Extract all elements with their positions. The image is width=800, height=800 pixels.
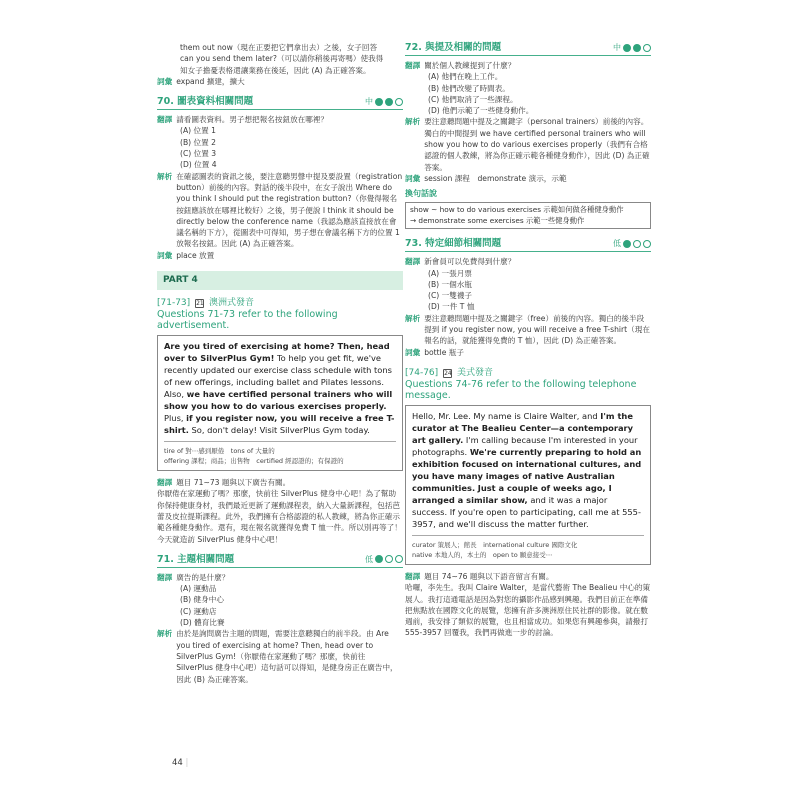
question-71-header xyxy=(157,554,403,568)
vocab-row xyxy=(157,76,403,87)
option-item: (C) 位置 3 xyxy=(180,149,217,159)
accent-label: 美式發音 xyxy=(456,367,493,378)
vocab-row xyxy=(405,347,651,358)
passage-text: Plus, xyxy=(164,413,187,424)
difficulty-dot-icon xyxy=(375,98,383,106)
option-item: (C) 運動店 xyxy=(180,606,217,616)
continued-text xyxy=(157,42,403,76)
vocab-label: 詞彙 xyxy=(157,76,173,86)
difficulty-dot-icon xyxy=(643,240,651,248)
difficulty-level xyxy=(613,42,651,53)
question-73-header xyxy=(405,238,651,252)
page-number-divider: | xyxy=(185,758,189,768)
left-column xyxy=(157,42,403,685)
page-number-value: 44 xyxy=(172,758,183,768)
option-item: (D) 一件 T 恤 xyxy=(428,302,475,312)
accent-label: 澳洲式發音 xyxy=(208,298,254,309)
difficulty-dot-icon xyxy=(633,240,641,248)
option-item: (A) 一張月票 xyxy=(428,268,472,278)
translation-text: 廣告的是什麼？ xyxy=(176,572,230,582)
question-72-header xyxy=(405,42,651,56)
explanation-row xyxy=(405,116,651,172)
continued-line: can you send them later?（可以請你稍後再寄嗎）使我得 xyxy=(180,54,384,64)
difficulty-label: 低 xyxy=(613,239,621,249)
explanation-label: 解析 xyxy=(405,313,421,323)
options-list xyxy=(157,583,403,628)
section-71-73-header xyxy=(157,298,403,331)
question-title: 72. 與提及相關的問題 xyxy=(405,42,502,53)
translation-row xyxy=(157,114,403,125)
tip-line: show ~ how to do various exercises 示範如何做各種健身動作 xyxy=(410,205,624,215)
translation-text: 關於個人教練提到了什麼？ xyxy=(424,61,516,70)
difficulty-level xyxy=(365,96,403,107)
options-list xyxy=(405,71,651,116)
vocab-label: 詞彙 xyxy=(157,250,173,260)
vocab-row xyxy=(157,250,403,261)
option-item: (B) 健身中心 xyxy=(180,595,224,605)
option-item: (D) 他們示範了一些健身動作。 xyxy=(428,106,534,116)
translation-text: 新會員可以免費得到什麼？ xyxy=(424,257,516,267)
translation-row xyxy=(405,256,651,267)
explanation-label: 解析 xyxy=(405,117,421,127)
translation-label: 翻譯 xyxy=(157,478,173,488)
translation-row xyxy=(405,60,651,71)
difficulty-dot-icon xyxy=(375,555,383,563)
passage-highlight: we have certified personal trainers who will show you how to do various exercises properly. xyxy=(164,389,393,412)
question-title: 73. 特定細節相關問題 xyxy=(405,238,502,250)
question-title: 70. 圖表資料相關問題 xyxy=(157,96,254,108)
question-range: [74-76] xyxy=(405,367,439,378)
audio-track-icon: 21 xyxy=(196,300,204,308)
right-column xyxy=(405,42,651,639)
passage-text: Hello, Mr. Lee. My name is Claire Walter, and xyxy=(412,410,601,421)
explanation-text: 在確認圖表的資訊之後，要注意聽男聲中提及要設置（registration button）前後的內容。對話的後半段中，在女子說出 Where do you think I should put the registration button?（你覺得報名按鈕應該放在哪裡比較好）之後，男子便說 I think it should be directly below the conference name（我認為應該直接放在會議名稱的下方），從圖表中可得知，男子想在會議名稱下方的位置 1 放報名按鈕。因此 (A) 為正確答案。 xyxy=(176,171,403,249)
option-item: (B) 一個水瓶 xyxy=(428,279,472,289)
passage-text: and it was a major success. If you're open to participating, call me at 555-3957, and we'll discuss the matter further. xyxy=(412,494,641,529)
passage-text: To help you get fit, we've recently updated our exercise class schedule with tons of new offerings, including ballet and Pilates lessons. Also, xyxy=(164,353,392,400)
translation-row xyxy=(157,477,403,488)
difficulty-dot-icon xyxy=(623,240,631,248)
passage-highlight: We're currently preparing to hold an exhibition focused on international cultures, and you have many images of native Australian communities. xyxy=(412,446,642,493)
option-item: (A) 他們在晚上工作。 xyxy=(428,72,503,82)
explanation-row xyxy=(157,171,403,250)
difficulty-label: 中 xyxy=(365,97,373,107)
paraphrase-tip-box xyxy=(405,202,651,229)
audio-track-icon: 24 xyxy=(444,369,452,377)
question-range: [71-73] xyxy=(157,298,191,309)
translation-intro: 題目 71~73 題與以下廣告有關。 xyxy=(176,478,291,488)
difficulty-dot-icon xyxy=(385,98,393,106)
explanation-text: 要注意聽問題中提及之關鍵字（free）前後的內容。獨白的後半段提到 if you register now, you will receive a free T-shirt（現在報名的話，就能獲得免費的 T 恤），因此 (D) 為正確答案。 xyxy=(424,313,650,346)
paraphrase-tip-header: 換句話說 xyxy=(405,189,437,199)
option-item: (A) 位置 1 xyxy=(180,126,216,136)
difficulty-dot-icon xyxy=(623,44,631,52)
question-title: 71. 主題相關問題 xyxy=(157,553,235,565)
difficulty-dot-icon xyxy=(395,555,403,563)
section-meta xyxy=(157,298,403,309)
passage-highlight: Are you tired of exercising at home? Then, head over to SilverPlus Gym! xyxy=(164,341,390,364)
difficulty-dot-icon xyxy=(395,98,403,106)
explanation-row xyxy=(405,313,651,347)
option-item: (D) 位置 4 xyxy=(180,160,217,170)
section-heading: Questions 71-73 refer to the following advertisement. xyxy=(157,309,338,332)
vocab-row xyxy=(405,173,651,184)
continued-line: 知女子擔憂表格還讓業務在後延，因此 (A) 為正確答案。 xyxy=(180,65,371,75)
difficulty-dot-icon xyxy=(643,44,651,52)
vocab-line: tire of 對⋯感到厭倦 tons of 大量的 xyxy=(164,447,275,456)
passage-vocab xyxy=(164,441,396,466)
vocab-label: 詞彙 xyxy=(405,173,421,183)
difficulty-level xyxy=(365,554,403,565)
vocab-line: curator 策展人；館長 international culture 國際文化 xyxy=(412,540,578,549)
passage-translation: 你厭倦在家運動了嗎？那麼，快前往 SilverPlus 健身中心吧！為了幫助你保持健康身材，我們最近更新了運動課程表，納入大量新課程，包括芭蕾及皮拉提斯課程。此外，我們擁有合格認證的私人教練，將為你正確示範各種健身動作。還有，現在報名就獲得免費 T 恤一件。所以別再等了！今天就造訪 SilverPlus 健身中心吧！ xyxy=(157,489,402,544)
vocab-line: native 本地人的，本土的 open to 願意接受⋯ xyxy=(412,550,553,559)
passage-highlight: if you register now, you will receive a free T-shirt. xyxy=(164,413,395,436)
section-meta xyxy=(405,368,651,379)
passage-text: I'm calling because I'm interested in your photographs. xyxy=(412,434,638,457)
part-4-banner: PART 4 xyxy=(157,271,403,290)
difficulty-dot-icon xyxy=(633,44,641,52)
translation-intro: 題目 74~76 題與以下語音留言有關。 xyxy=(424,571,554,581)
continued-line: them out now（現在正要把它們拿出去）之後，女子回答 xyxy=(180,43,378,52)
question-70-header xyxy=(157,96,403,110)
tip-line: → demonstrate some exercises 示範一些健身動作 xyxy=(410,215,585,225)
passage-highlight: I'm the curator at The Bealieu Center—a contemporary art gallery. xyxy=(412,410,634,445)
translation-row xyxy=(157,572,403,583)
vocab-line: offering 課程；商品；出售物 certified 經認證的；有保證的 xyxy=(164,457,344,466)
passage-text: So, don't delay! Visit SilverPlus Gym today. xyxy=(188,425,370,436)
option-item: (C) 他們取消了一些課程。 xyxy=(428,94,518,104)
translation-label: 翻譯 xyxy=(405,571,421,581)
options-list xyxy=(405,268,651,313)
page-number xyxy=(172,758,188,769)
option-item: (C) 一雙襪子 xyxy=(428,291,473,301)
translation-label: 翻譯 xyxy=(157,572,173,582)
vocab-text: expand 擴建，擴大 xyxy=(176,76,245,86)
vocab-text: bottle 瓶子 xyxy=(424,347,464,357)
explanation-row xyxy=(157,628,403,684)
difficulty-level xyxy=(613,238,651,249)
vocab-label: 詞彙 xyxy=(405,347,421,357)
passage-vocab xyxy=(412,535,644,560)
vocab-text: place 放置 xyxy=(176,250,215,260)
translation-label: 翻譯 xyxy=(157,115,173,125)
passage-highlight: Just a couple of weeks ago, I arranged a similar show, xyxy=(412,482,612,505)
difficulty-label: 低 xyxy=(365,554,373,564)
explanation-text: 由於是詢問廣告主題的問題，需要注意聽獨白的前半段。由 Are you tired of exercising at home? Then, head over to SilverPlus Gym!（你厭倦在家運動了嗎？那麼，快前往 SilverPlus 健身中心吧）這句話可以得知，是健身房正在廣告中，因此 (B) 為正確答案。 xyxy=(176,629,398,684)
translation-row xyxy=(405,571,651,582)
translation-label: 翻譯 xyxy=(405,61,421,70)
advertisement-passage xyxy=(157,335,403,471)
explanation-label: 解析 xyxy=(157,171,173,181)
section-heading: Questions 74-76 refer to the following telephone message. xyxy=(405,378,637,401)
section-74-76-header xyxy=(405,368,651,401)
option-item: (B) 位置 2 xyxy=(180,137,216,147)
explanation-label: 解析 xyxy=(157,629,173,639)
explanation-text: 要注意聽問題中提及之關鍵字（personal trainers）前後的內容。獨白的中間提到 we have certified personal trainers who will show you how to do various exercises properly（我們有合格認證的個人教練，將為你正確示範各種健身動作），因此 (D) 為正確答案。 xyxy=(424,117,650,172)
telephone-message-passage xyxy=(405,405,651,565)
translation-text: 請看圖表資料。男子想把報名按鈕放在哪裡？ xyxy=(176,115,329,125)
translation-label: 翻譯 xyxy=(405,257,421,267)
options-list xyxy=(157,125,403,170)
difficulty-dot-icon xyxy=(385,555,393,563)
difficulty-label: 中 xyxy=(613,43,621,52)
vocab-text: session 課程 demonstrate 演示，示範 xyxy=(424,173,567,183)
option-item: (A) 運動品 xyxy=(180,584,217,594)
option-item: (B) 他們改變了時間表。 xyxy=(428,83,510,93)
option-item: (D) 體育比賽 xyxy=(180,618,225,628)
passage-translation: 哈囉，李先生。我叫 Claire Walter，是當代藝術 The Bealieu 中心的策展人。我打這通電話是因為對您的攝影作品感到興趣。我們目前正在準備把焦點放在國際文化的展覽，您擁有許多澳洲原住民社群的影像。就在數週前，我安排了類似的展覽，也且相當成功。如果您有興趣參與，請撥打 555-3957 回覆我，我們再做進一步的討論。 xyxy=(405,583,651,638)
